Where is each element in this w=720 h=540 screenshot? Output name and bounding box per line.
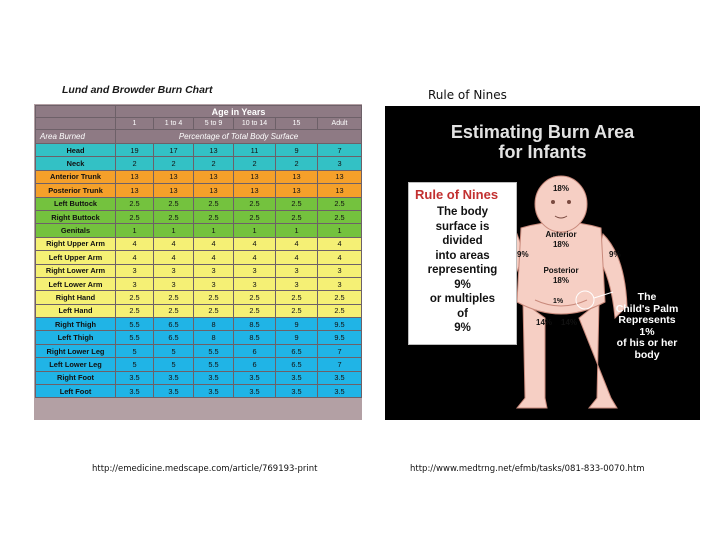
percent-cell: 4: [234, 251, 276, 264]
table-row: [36, 224, 362, 237]
label-head-pct: 18%: [552, 184, 569, 193]
percent-cell: 2.5: [234, 197, 276, 210]
percent-cell: 6: [234, 358, 276, 371]
percent-cell: 9: [276, 331, 318, 344]
area-name-cell: Left Thigh: [36, 331, 116, 344]
percent-cell: 2: [234, 157, 276, 170]
percent-cell: 2.5: [154, 291, 194, 304]
percent-cell: 13: [194, 170, 234, 183]
percent-cell: 13: [154, 184, 194, 197]
table-header-ranges-row: [36, 118, 362, 130]
box-line: divided: [442, 235, 483, 247]
label-posterior-text: Posterior: [543, 266, 579, 275]
header-blank-cell: [36, 106, 116, 118]
age-group-header: 5 to 9: [194, 118, 234, 130]
age-group-header: 1: [116, 118, 154, 130]
percent-cell: 3: [194, 264, 234, 277]
percent-cell: 6.5: [154, 318, 194, 331]
label-left-arm-pct: 9%: [517, 250, 529, 259]
percent-cell: 6.5: [276, 344, 318, 357]
area-name-cell: Posterior Trunk: [36, 184, 116, 197]
table-row: [36, 358, 362, 371]
label-anterior-pct: 18%: [552, 240, 569, 249]
percent-cell: 13: [154, 170, 194, 183]
percent-cell: 2.5: [116, 197, 154, 210]
area-name-cell: Left Lower Leg: [36, 358, 116, 371]
percent-cell: 2: [276, 157, 318, 170]
table-row: [36, 371, 362, 384]
percent-cell: 2.5: [116, 304, 154, 317]
palm-line: The: [637, 291, 657, 303]
percent-cell: 2.5: [194, 210, 234, 223]
percent-cell: 2.5: [276, 304, 318, 317]
percent-cell: 3: [154, 277, 194, 290]
percent-cell: 2.5: [194, 197, 234, 210]
percent-cell: 3: [276, 264, 318, 277]
percent-cell: 3.5: [276, 385, 318, 398]
percent-cell: 4: [116, 251, 154, 264]
percent-cell: 2.5: [234, 304, 276, 317]
palm-line: Child's Palm: [615, 302, 679, 315]
area-name-cell: Head: [36, 144, 116, 157]
percent-cell: 3: [234, 264, 276, 277]
percent-cell: 13: [194, 144, 234, 157]
percent-cell: 4: [234, 237, 276, 250]
rule-of-nines-box-body: [409, 205, 516, 336]
box-line: representing: [427, 264, 498, 276]
percent-cell: 3.5: [154, 371, 194, 384]
table-row: [36, 184, 362, 197]
percent-cell: 5.5: [194, 344, 234, 357]
box-line: or multiples: [429, 293, 496, 305]
label-genital-pct: 1%: [553, 298, 564, 305]
percent-cell: 2.5: [194, 304, 234, 317]
percent-cell: 3: [276, 277, 318, 290]
area-name-cell: Right Lower Leg: [36, 344, 116, 357]
table-row: [36, 237, 362, 250]
percent-cell: 5.5: [116, 318, 154, 331]
percent-cell: 4: [276, 237, 318, 250]
percent-cell: 3: [318, 157, 362, 170]
percent-cell: 3.5: [318, 371, 362, 384]
rule-of-nines-image: [385, 106, 700, 420]
percent-cell: 6.5: [276, 358, 318, 371]
percent-cell: 2.5: [318, 210, 362, 223]
table-row: [36, 197, 362, 210]
box-line: surface is: [435, 220, 490, 233]
area-name-cell: Neck: [36, 157, 116, 170]
percent-cell: 19: [116, 144, 154, 157]
table-header-age-row: [36, 106, 362, 118]
table-row: [36, 344, 362, 357]
label-posterior: [535, 266, 587, 286]
label-anterior: [535, 230, 587, 250]
percent-cell: 8: [194, 318, 234, 331]
percent-cell: 5: [116, 344, 154, 357]
percent-cell: 13: [318, 184, 362, 197]
percent-cell: 2.5: [154, 197, 194, 210]
label-posterior-pct: 18%: [552, 276, 569, 285]
percent-cell: 2: [194, 157, 234, 170]
area-name-cell: Right Lower Arm: [36, 264, 116, 277]
percent-cell: 2: [154, 157, 194, 170]
area-name-cell: Right Foot: [36, 371, 116, 384]
percent-cell: 13: [234, 184, 276, 197]
header-blank-cell: [36, 118, 116, 130]
percent-cell: 4: [194, 251, 234, 264]
percent-cell: 7: [318, 344, 362, 357]
palm-line: Represents: [618, 314, 676, 326]
percent-cell: 9.5: [318, 318, 362, 331]
age-group-header: 15: [276, 118, 318, 130]
percent-cell: 2.5: [116, 210, 154, 223]
area-name-cell: Left Lower Arm: [36, 277, 116, 290]
rule-of-nines-source-url[interactable]: http://www.medtrng.net/efmb/tasks/081-833-0070.htm: [410, 464, 645, 474]
palm-line: of his or her: [616, 337, 678, 349]
percent-cell: 2: [116, 157, 154, 170]
table-row: [36, 170, 362, 183]
age-group-header: 1 to 4: [154, 118, 194, 130]
percent-cell: 2.5: [276, 210, 318, 223]
area-name-cell: Right Buttock: [36, 210, 116, 223]
percent-cell: 5.5: [116, 331, 154, 344]
percent-cell: 5: [154, 344, 194, 357]
percent-cell: 3.5: [116, 385, 154, 398]
area-name-cell: Left Buttock: [36, 197, 116, 210]
percent-cell: 9.5: [318, 331, 362, 344]
percent-cell: 2.5: [154, 210, 194, 223]
box-line: of: [457, 307, 468, 320]
percent-cell: 5.5: [194, 358, 234, 371]
area-burned-header: Area Burned: [36, 130, 116, 144]
percent-cell: 2.5: [318, 291, 362, 304]
percent-cell: 7: [318, 144, 362, 157]
percent-cell: 5: [116, 358, 154, 371]
percent-cell: 13: [318, 170, 362, 183]
percent-header: Percentage of Total Body Surface: [116, 130, 362, 144]
percent-cell: 3.5: [234, 385, 276, 398]
age-group-header: Adult: [318, 118, 362, 130]
percent-cell: 13: [116, 184, 154, 197]
percent-cell: 9: [276, 318, 318, 331]
area-name-cell: Left Foot: [36, 385, 116, 398]
percent-cell: 1: [154, 224, 194, 237]
rule-of-nines-title-line2: for Infants: [498, 142, 587, 162]
percent-cell: 2.5: [318, 304, 362, 317]
percent-cell: 2.5: [194, 291, 234, 304]
percent-cell: 2.5: [318, 197, 362, 210]
percent-cell: 3.5: [194, 385, 234, 398]
table-row: [36, 277, 362, 290]
table-header-percent-row: [36, 130, 362, 144]
percent-cell: 6.5: [154, 331, 194, 344]
percent-cell: 2.5: [276, 291, 318, 304]
percent-cell: 5: [154, 358, 194, 371]
percent-cell: 1: [318, 224, 362, 237]
area-name-cell: Left Hand: [36, 304, 116, 317]
table-row: [36, 210, 362, 223]
age-group-header: 10 to 14: [234, 118, 276, 130]
box-line: into areas: [435, 249, 490, 262]
percent-cell: 3: [234, 277, 276, 290]
percent-cell: 3.5: [276, 371, 318, 384]
rule-of-nines-title-line1: Estimating Burn Area: [450, 122, 635, 142]
table-row: [36, 264, 362, 277]
table-row: [36, 385, 362, 398]
percent-cell: 3.5: [116, 371, 154, 384]
label-right-leg-pct: 14%: [561, 318, 578, 327]
percent-cell: 11: [234, 144, 276, 157]
percent-cell: 4: [318, 251, 362, 264]
table-row: [36, 331, 362, 344]
percent-cell: 7: [318, 358, 362, 371]
area-name-cell: Right Thigh: [36, 318, 116, 331]
area-name-cell: Right Hand: [36, 291, 116, 304]
age-header: Age in Years: [116, 106, 362, 118]
percent-cell: 1: [234, 224, 276, 237]
percent-cell: 3.5: [318, 385, 362, 398]
percent-cell: 3: [116, 264, 154, 277]
percent-cell: 3: [318, 277, 362, 290]
area-name-cell: Left Upper Arm: [36, 251, 116, 264]
percent-cell: 9: [276, 144, 318, 157]
percent-cell: 1: [276, 224, 318, 237]
percent-cell: 4: [154, 251, 194, 264]
table-row: [36, 251, 362, 264]
percent-cell: 13: [116, 170, 154, 183]
percent-cell: 3: [116, 277, 154, 290]
percent-cell: 13: [276, 184, 318, 197]
lund-browder-title: Lund and Browder Burn Chart: [62, 84, 213, 96]
percent-cell: 3: [318, 264, 362, 277]
percent-cell: 8.5: [234, 318, 276, 331]
box-line: 9%: [454, 322, 471, 334]
area-name-cell: Right Upper Arm: [36, 237, 116, 250]
label-right-arm-pct: 9%: [609, 250, 621, 259]
percent-cell: 1: [116, 224, 154, 237]
table-row: [36, 157, 362, 170]
percent-cell: 2.5: [276, 197, 318, 210]
percent-cell: 8: [194, 331, 234, 344]
percent-cell: 8.5: [234, 331, 276, 344]
childs-palm-note: [599, 292, 695, 361]
palm-line: body: [634, 348, 660, 361]
table-row: [36, 304, 362, 317]
percent-cell: 13: [194, 184, 234, 197]
percent-cell: 2.5: [234, 210, 276, 223]
percent-cell: 4: [318, 237, 362, 250]
percent-cell: 1: [194, 224, 234, 237]
palm-line: 1%: [639, 325, 655, 338]
rule-of-nines-box-heading: Rule of Nines: [415, 187, 499, 202]
label-anterior-text: Anterior: [545, 230, 577, 239]
percent-cell: 4: [276, 251, 318, 264]
percent-cell: 2.5: [116, 291, 154, 304]
percent-cell: 17: [154, 144, 194, 157]
percent-cell: 3: [154, 264, 194, 277]
area-name-cell: Anterior Trunk: [36, 170, 116, 183]
rule-of-nines-text-box: [408, 182, 517, 345]
label-left-leg-pct: 14%: [536, 318, 553, 327]
table-row: [36, 144, 362, 157]
percent-cell: 2.5: [154, 304, 194, 317]
percent-cell: 13: [234, 170, 276, 183]
percent-cell: 6: [234, 344, 276, 357]
table-row: [36, 291, 362, 304]
percent-cell: 3.5: [234, 371, 276, 384]
percent-cell: 3.5: [194, 371, 234, 384]
area-name-cell: Genitals: [36, 224, 116, 237]
rule-of-nines-caption: Rule of Nines: [428, 88, 507, 102]
box-line: The body: [436, 206, 489, 218]
percent-cell: 3.5: [154, 385, 194, 398]
table-row: [36, 318, 362, 331]
percent-cell: 3: [194, 277, 234, 290]
lund-browder-source-url[interactable]: http://emedicine.medscape.com/article/769193-print: [92, 464, 318, 474]
percent-cell: 4: [154, 237, 194, 250]
percent-cell: 4: [116, 237, 154, 250]
lund-browder-table: [35, 105, 362, 398]
percent-cell: 13: [276, 170, 318, 183]
percent-cell: 2.5: [234, 291, 276, 304]
box-line: 9%: [454, 278, 471, 291]
percent-cell: 4: [194, 237, 234, 250]
